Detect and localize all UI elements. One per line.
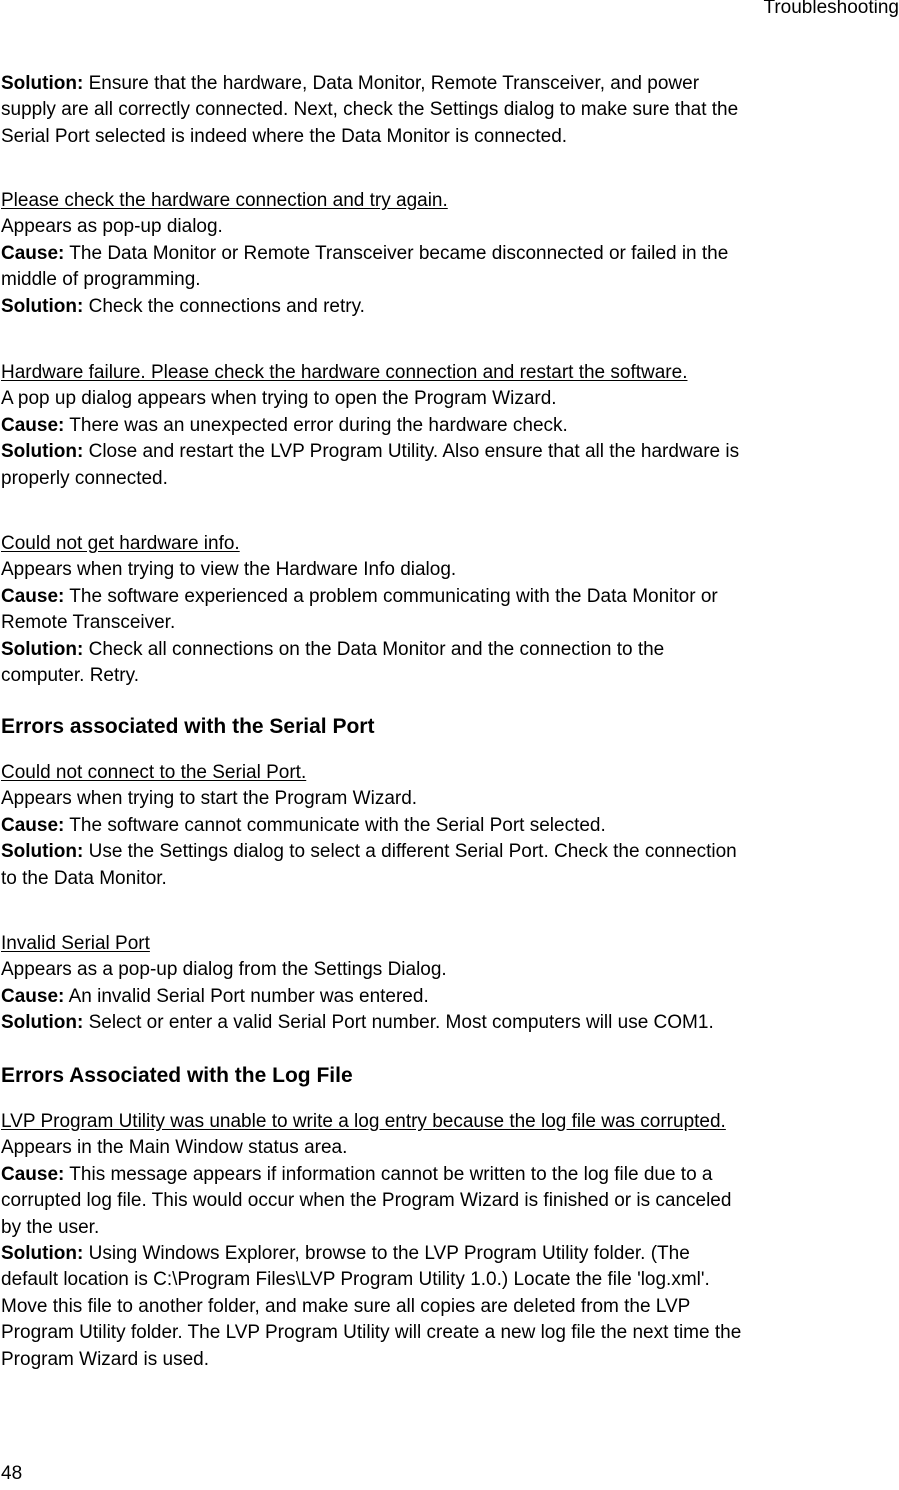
section-heading: Errors Associated with the Log File: [1, 1064, 353, 1087]
text-line: [1, 1241, 741, 1267]
text-line: [1, 637, 718, 663]
line-text: properly connected.: [1, 467, 168, 489]
error-title: Invalid Serial Port: [1, 933, 150, 954]
line-text: Ensure that the hardware, Data Monitor, Remote Transceiver, and power: [83, 73, 700, 94]
line-text: Program Utility folder. The LVP Program Utility will create a new log file the next time the: [1, 1322, 742, 1344]
text-line: [1, 294, 728, 320]
line-label: Solution:: [1, 638, 84, 660]
line-text: Serial Port selected is indeed where the Data Monitor is connected.: [1, 125, 568, 147]
error-title: Please check the hardware connection and try again.: [1, 190, 448, 211]
text-line: [1, 1135, 741, 1161]
line-text: Appears when trying to start the Program Wizard.: [1, 788, 418, 810]
line-label: Cause:: [1, 985, 65, 1007]
line-text: A pop up dialog appears when trying to open the Program Wizard.: [1, 388, 557, 410]
section-heading: Errors associated with the Serial Port: [1, 715, 375, 738]
text-line: [1, 466, 739, 492]
line-label: Cause:: [1, 414, 65, 436]
error-title: Could not get hardware info.: [1, 533, 240, 554]
line-label: Solution:: [1, 1012, 84, 1034]
line-text: Appears as pop-up dialog.: [1, 216, 223, 238]
text-line: [1, 124, 738, 150]
text-line: [1, 813, 737, 839]
error-entry: [1, 1109, 741, 1373]
line-text: computer. Retry.: [1, 664, 139, 686]
text-line: [1, 786, 737, 812]
text-line: [1, 214, 728, 240]
line-text: Close and restart the LVP Program Utility. Also ensure that all the hardware is: [83, 441, 740, 463]
line-text: This message appears if information cannot be written to the log file due to a: [64, 1163, 713, 1185]
text-line: [1, 663, 718, 689]
line-text: Appears when trying to view the Hardware Info dialog.: [1, 559, 457, 581]
error-entry: [1, 760, 737, 892]
line-text: The Data Monitor or Remote Transceiver became disconnected or failed in the: [64, 242, 729, 264]
line-label: Solution:: [1, 73, 84, 94]
line-text: to the Data Monitor.: [1, 867, 167, 889]
text-line: [1, 557, 718, 583]
text-line: [1, 241, 728, 267]
text-line: [1, 439, 739, 465]
line-text: Using Windows Explorer, browse to the LVP Program Utility folder. (The: [83, 1242, 690, 1264]
error-entry: [1, 531, 718, 689]
text-line: [1, 984, 714, 1010]
line-text: middle of programming.: [1, 269, 201, 291]
text-line: [1, 413, 739, 439]
text-line: [1, 71, 738, 97]
error-title: Could not connect to the Serial Port.: [1, 762, 307, 783]
line-text: Move this file to another folder, and make sure all copies are deleted from the LVP: [1, 1295, 691, 1317]
line-label: Solution:: [1, 1242, 84, 1264]
error-entry: [1, 360, 739, 492]
error-title: Hardware failure. Please check the hardware connection and restart the software.: [1, 362, 688, 383]
line-text: Select or enter a valid Serial Port number. Most computers will use COM1.: [83, 1012, 714, 1034]
line-text: An invalid Serial Port number was entered.: [64, 985, 429, 1007]
line-text: Check all connections on the Data Monitor and the connection to the: [83, 638, 665, 660]
text-line: [1, 1347, 741, 1373]
text-line: [1, 1215, 741, 1241]
line-label: Solution:: [1, 441, 84, 463]
error-title: LVP Program Utility was unable to write a log entry because the log file was corrupted.: [1, 1111, 726, 1132]
line-text: corrupted log file. This would occur when the Program Wizard is finished or is canceled: [1, 1190, 732, 1212]
error-entry: [1, 188, 728, 320]
text-line: [1, 839, 737, 865]
line-text: default location is C:\Program Files\LVP Program Utility 1.0.) Locate the file 'log.xml'.: [1, 1269, 710, 1291]
text-line: [1, 610, 718, 636]
line-label: Cause:: [1, 242, 65, 264]
text-line: [1, 97, 738, 123]
running-header: Troubleshooting: [763, 0, 899, 18]
text-block: [1, 71, 738, 150]
line-text: The software experienced a problem communicating with the Data Monitor or: [64, 585, 718, 607]
text-line: [1, 1162, 741, 1188]
line-label: Cause:: [1, 1163, 65, 1185]
line-text: supply are all correctly connected. Next, check the Settings dialog to make sure that the: [1, 99, 739, 121]
line-text: Program Wizard is used.: [1, 1348, 210, 1370]
text-line: [1, 1010, 714, 1036]
line-label: Solution:: [1, 841, 84, 863]
page-number: 48: [1, 1463, 23, 1484]
line-text: Use the Settings dialog to select a different Serial Port. Check the connection: [83, 841, 737, 863]
text-line: [1, 267, 728, 293]
text-line: [1, 1188, 741, 1214]
line-label: Cause:: [1, 585, 65, 607]
text-line: [1, 386, 739, 412]
line-text: The software cannot communicate with the Serial Port selected.: [64, 814, 606, 836]
line-text: There was an unexpected error during the hardware check.: [64, 414, 568, 436]
line-text: by the user.: [1, 1216, 100, 1238]
text-line: [1, 584, 718, 610]
text-line: [1, 957, 714, 983]
line-label: Cause:: [1, 814, 65, 836]
text-line: [1, 1267, 741, 1293]
line-label: Solution:: [1, 295, 84, 317]
error-entry: [1, 931, 714, 1037]
text-line: [1, 1320, 741, 1346]
line-text: Appears in the Main Window status area.: [1, 1137, 348, 1159]
line-text: Check the connections and retry.: [83, 295, 365, 317]
line-text: Appears as a pop-up dialog from the Settings Dialog.: [1, 959, 447, 981]
text-line: [1, 1294, 741, 1320]
text-line: [1, 866, 737, 892]
line-text: Remote Transceiver.: [1, 612, 176, 634]
